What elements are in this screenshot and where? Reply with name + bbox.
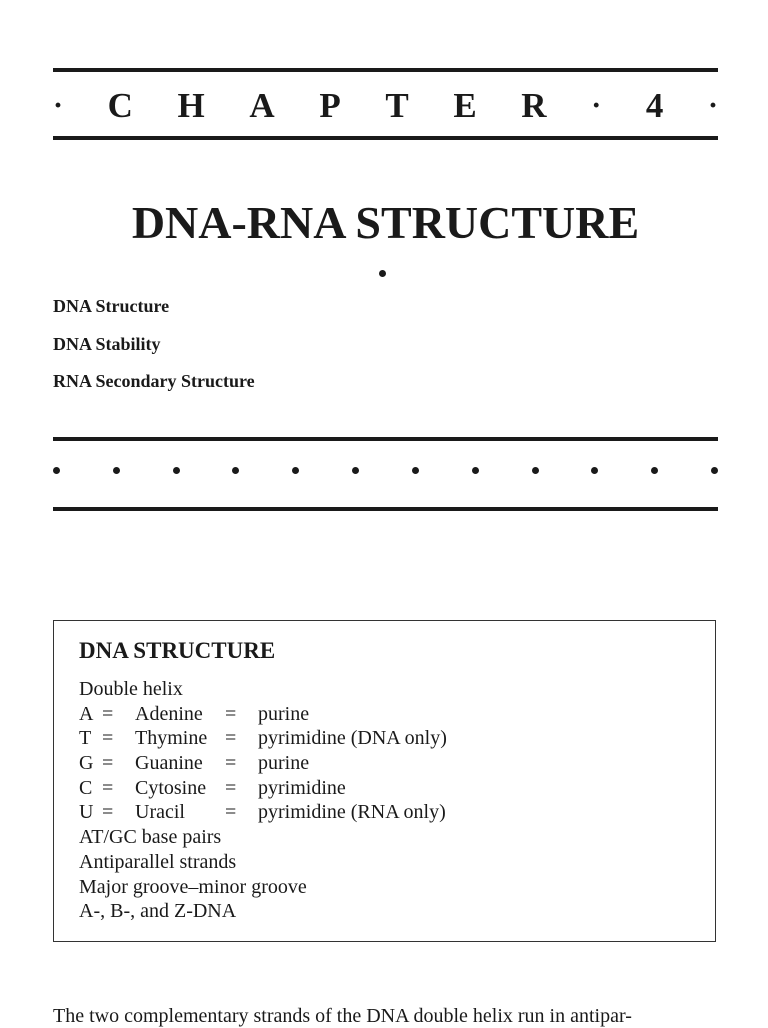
- divider-dot: [352, 467, 359, 474]
- divider-dot: [173, 467, 180, 474]
- contents-bottom-rule: [53, 507, 718, 511]
- chapter-letter: T: [385, 86, 409, 125]
- contents-item: DNA Stability: [53, 333, 161, 354]
- summary-line: Major groove–minor groove: [79, 875, 307, 898]
- equals-sign: =: [225, 801, 237, 824]
- chapter-letter: ·: [707, 89, 718, 122]
- divider-dot: [53, 467, 60, 474]
- base-type: purine: [258, 752, 310, 775]
- divider-dot: [472, 467, 479, 474]
- equals-sign: =: [225, 727, 237, 750]
- equals-sign: =: [102, 776, 114, 799]
- chapter-letter: ·: [591, 89, 602, 122]
- equals-sign: =: [102, 727, 114, 750]
- body-paragraph: The two complementary strands of the DNA double helix run in antipar-: [53, 1005, 632, 1027]
- contents-top-rule: [53, 437, 718, 441]
- base-name: Uracil: [135, 801, 185, 824]
- title-bullet-dot: [379, 270, 386, 277]
- summary-line: A-, B-, and Z-DNA: [79, 900, 237, 923]
- base-row: [79, 751, 447, 776]
- summary-line: AT/GC base pairs: [79, 826, 222, 849]
- base-row: [79, 702, 447, 727]
- chapter-label: [53, 84, 718, 128]
- chapter-top-rule: [53, 68, 718, 72]
- divider-dot: [113, 467, 120, 474]
- divider-dot: [412, 467, 419, 474]
- summary-line: Antiparallel strands: [79, 850, 237, 873]
- base-name: Guanine: [135, 752, 203, 775]
- chapter-letter: ·: [53, 89, 64, 122]
- divider-dot: [591, 467, 598, 474]
- divider-dot: [232, 467, 239, 474]
- equals-sign: =: [102, 801, 114, 824]
- chapter-bottom-rule: [53, 136, 718, 140]
- divider-dot: [532, 467, 539, 474]
- chapter-letter: E: [453, 86, 477, 125]
- base-type: pyrimidine: [258, 776, 346, 799]
- equals-sign: =: [102, 702, 114, 725]
- divider-dot: [711, 467, 718, 474]
- base-row: [79, 726, 447, 751]
- base-name: Cytosine: [135, 776, 207, 799]
- base-code: G: [79, 752, 94, 775]
- summary-line: Double helix: [79, 678, 183, 700]
- chapter-title: DNA-RNA STRUCTURE: [131, 197, 640, 248]
- summary-box-list: [79, 677, 447, 924]
- divider-dot: [651, 467, 658, 474]
- equals-sign: =: [225, 776, 237, 799]
- equals-sign: =: [225, 702, 237, 725]
- chapter-letter: R: [521, 86, 547, 125]
- chapter-letter: P: [319, 86, 341, 125]
- dot-divider: [53, 466, 718, 474]
- chapter-letter: C: [107, 86, 133, 125]
- base-code: T: [79, 727, 92, 750]
- chapter-number: 4: [645, 86, 664, 125]
- base-name: Thymine: [135, 727, 208, 750]
- chapter-letter: A: [249, 86, 275, 125]
- summary-box-heading: DNA STRUCTURE: [79, 638, 276, 663]
- base-code: A: [79, 702, 94, 725]
- base-row: [79, 776, 447, 801]
- base-type: pyrimidine (RNA only): [258, 801, 446, 824]
- summary-box: [53, 620, 716, 942]
- divider-dot: [292, 467, 299, 474]
- equals-sign: =: [225, 752, 237, 775]
- base-type: purine: [258, 702, 310, 725]
- equals-sign: =: [102, 752, 114, 775]
- chapter-contents: [53, 294, 255, 407]
- chapter-letter: H: [177, 86, 205, 125]
- base-code: U: [79, 801, 94, 824]
- base-name: Adenine: [135, 702, 203, 725]
- base-code: C: [79, 776, 93, 799]
- contents-item: DNA Structure: [53, 296, 170, 316]
- contents-item: RNA Secondary Structure: [53, 371, 255, 391]
- base-row: [79, 800, 447, 825]
- base-type: pyrimidine (DNA only): [258, 727, 447, 750]
